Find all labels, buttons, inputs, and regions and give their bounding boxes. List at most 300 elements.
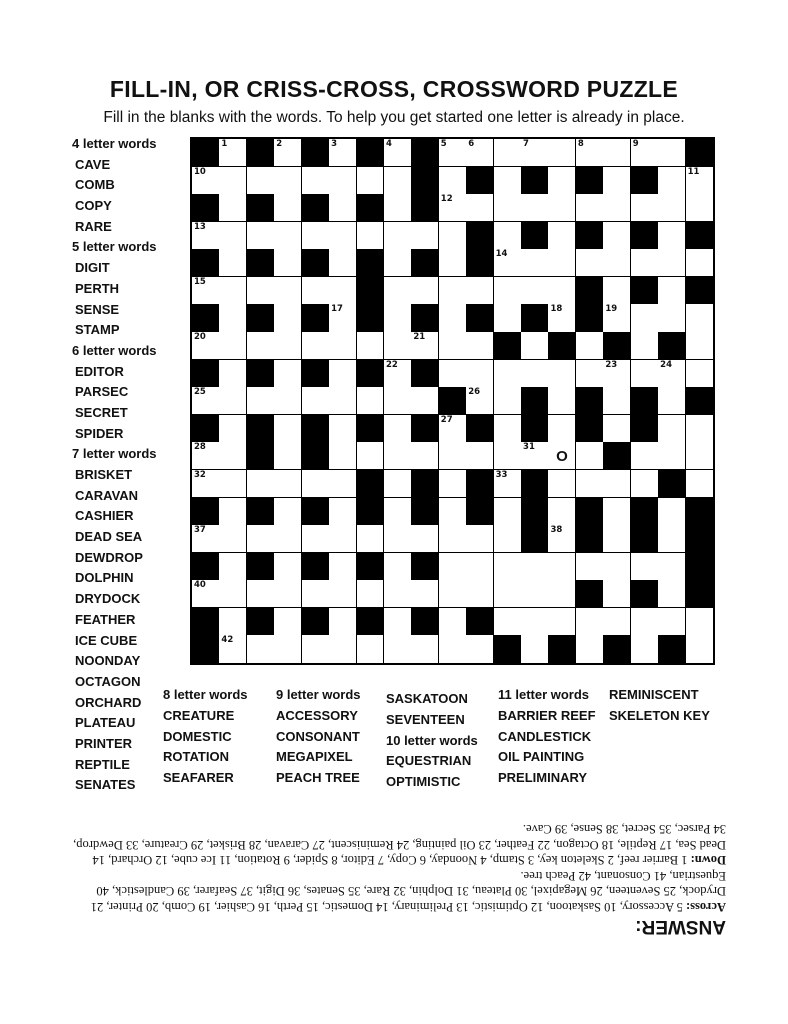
grid-cell[interactable] — [686, 470, 713, 498]
grid-cell[interactable] — [548, 194, 576, 222]
grid-cell[interactable] — [384, 498, 412, 526]
grid-cell[interactable] — [219, 194, 247, 222]
grid-cell[interactable] — [494, 387, 522, 415]
grid-cell[interactable] — [274, 635, 302, 663]
grid-cell[interactable] — [274, 167, 302, 195]
grid-cell[interactable] — [548, 498, 576, 526]
grid-cell[interactable] — [548, 442, 576, 470]
grid-cell[interactable] — [439, 415, 467, 443]
grid-cell[interactable] — [548, 139, 576, 167]
grid-cell[interactable] — [494, 470, 522, 498]
grid-cell[interactable] — [384, 442, 412, 470]
grid-cell[interactable] — [274, 139, 302, 167]
grid-cell[interactable] — [274, 415, 302, 443]
grid-cell[interactable] — [192, 580, 220, 608]
grid-cell[interactable] — [686, 194, 713, 222]
grid-cell[interactable] — [219, 222, 247, 250]
grid-cell[interactable] — [548, 525, 576, 553]
grid-cell[interactable] — [576, 470, 604, 498]
word-list-9-letter — [276, 685, 361, 789]
grid-cell[interactable] — [384, 332, 412, 360]
black-square — [576, 277, 604, 305]
grid-cell[interactable] — [521, 608, 549, 636]
grid-cell[interactable] — [247, 470, 275, 498]
grid-cell[interactable] — [274, 332, 302, 360]
grid-cell[interactable] — [658, 387, 686, 415]
grid-cell[interactable] — [603, 360, 631, 388]
grid-cell[interactable] — [548, 167, 576, 195]
grid-cell[interactable] — [219, 525, 247, 553]
grid-cell[interactable] — [658, 222, 686, 250]
grid-cell[interactable] — [384, 525, 412, 553]
grid-cell[interactable] — [494, 442, 522, 470]
clue-number: 38 — [550, 525, 563, 536]
grid-cell[interactable] — [576, 442, 604, 470]
grid-cell[interactable] — [576, 635, 604, 663]
black-square — [631, 387, 659, 415]
grid-cell[interactable] — [357, 635, 385, 663]
grid-cell[interactable] — [494, 360, 522, 388]
grid-cell[interactable] — [247, 635, 275, 663]
grid-cell[interactable] — [219, 580, 247, 608]
grid-cell[interactable] — [494, 249, 522, 277]
black-square — [247, 360, 275, 388]
black-square — [411, 249, 439, 277]
grid-cell[interactable] — [548, 553, 576, 581]
grid-cell[interactable] — [384, 635, 412, 663]
grid-cell[interactable] — [658, 167, 686, 195]
grid-cell[interactable] — [466, 442, 494, 470]
black-square — [357, 249, 385, 277]
grid-cell[interactable] — [247, 580, 275, 608]
grid-cell[interactable] — [658, 442, 686, 470]
grid-cell[interactable] — [384, 167, 412, 195]
grid-cell[interactable] — [631, 249, 659, 277]
grid-cell[interactable] — [521, 139, 549, 167]
grid-cell[interactable] — [384, 387, 412, 415]
grid-cell[interactable] — [494, 498, 522, 526]
grid-cell[interactable] — [603, 553, 631, 581]
grid-cell[interactable] — [548, 360, 576, 388]
grid-cell[interactable] — [192, 222, 220, 250]
black-square — [521, 470, 549, 498]
grid-cell[interactable] — [603, 525, 631, 553]
grid-cell[interactable] — [384, 139, 412, 167]
grid-cell[interactable] — [274, 553, 302, 581]
word-list-item: COMB — [75, 177, 115, 193]
grid-cell[interactable] — [329, 167, 357, 195]
grid-cell[interactable] — [274, 525, 302, 553]
grid-cell[interactable] — [329, 332, 357, 360]
grid-cell[interactable] — [357, 332, 385, 360]
word-list-item: SECRET — [75, 404, 128, 420]
grid-cell[interactable] — [192, 277, 220, 305]
grid-cell[interactable] — [631, 553, 659, 581]
grid-cell[interactable] — [247, 525, 275, 553]
black-square — [411, 498, 439, 526]
grid-cell[interactable] — [274, 277, 302, 305]
grid-cell[interactable] — [466, 277, 494, 305]
grid-cell[interactable] — [274, 442, 302, 470]
grid-cell[interactable] — [658, 139, 686, 167]
grid-cell[interactable] — [384, 470, 412, 498]
grid-cell[interactable] — [439, 635, 467, 663]
grid-cell[interactable] — [302, 580, 330, 608]
grid-cell[interactable] — [192, 387, 220, 415]
grid-cell[interactable] — [466, 553, 494, 581]
grid-cell[interactable] — [411, 387, 439, 415]
grid-cell[interactable] — [329, 277, 357, 305]
grid-cell[interactable] — [357, 222, 385, 250]
grid-cell[interactable] — [192, 442, 220, 470]
word-list-item: OPTIMISTIC — [386, 774, 461, 790]
grid-cell[interactable] — [494, 580, 522, 608]
word-list-item: CARAVAN — [75, 487, 139, 503]
grid-cell[interactable] — [302, 525, 330, 553]
black-square — [247, 608, 275, 636]
clue-number: 15 — [194, 276, 206, 287]
grid-cell[interactable] — [439, 277, 467, 305]
grid-cell[interactable] — [548, 470, 576, 498]
grid-cell[interactable] — [439, 525, 467, 553]
grid-cell[interactable] — [384, 222, 412, 250]
grid-cell[interactable] — [466, 387, 494, 415]
grid-cell[interactable] — [603, 498, 631, 526]
grid-cell[interactable] — [329, 194, 357, 222]
clue-number: 22 — [385, 359, 398, 370]
grid-cell[interactable] — [439, 194, 467, 222]
grid-cell[interactable] — [521, 277, 549, 305]
grid-cell[interactable] — [411, 332, 439, 360]
grid-cell[interactable] — [274, 222, 302, 250]
grid-cell[interactable] — [494, 415, 522, 443]
black-square — [357, 608, 385, 636]
grid-cell[interactable] — [384, 360, 412, 388]
grid-cell[interactable] — [439, 139, 467, 167]
grid-cell[interactable] — [439, 332, 467, 360]
grid-cell[interactable] — [439, 222, 467, 250]
grid-cell[interactable] — [466, 360, 494, 388]
grid-cell[interactable] — [219, 470, 247, 498]
grid-cell[interactable] — [411, 580, 439, 608]
instructions: Fill in the blanks with the words. To help you get started one letter is already in place. — [103, 109, 685, 126]
grid-cell[interactable] — [329, 415, 357, 443]
clue-number: 26 — [468, 387, 481, 398]
grid-cell[interactable] — [603, 304, 631, 332]
clue-number: 7 — [523, 139, 529, 149]
grid-cell[interactable] — [658, 277, 686, 305]
grid-cell[interactable] — [274, 608, 302, 636]
grid-cell[interactable] — [658, 249, 686, 277]
clue-number: 8 — [577, 139, 584, 149]
grid-cell[interactable] — [384, 249, 412, 277]
grid-cell[interactable] — [192, 470, 220, 498]
grid-cell[interactable] — [466, 194, 494, 222]
grid-cell[interactable] — [521, 194, 549, 222]
grid-cell[interactable] — [686, 167, 713, 195]
grid-cell[interactable] — [631, 470, 659, 498]
grid-cell[interactable] — [192, 525, 220, 553]
grid-cell[interactable] — [329, 222, 357, 250]
grid-cell[interactable] — [466, 332, 494, 360]
grid-cell[interactable] — [439, 608, 467, 636]
grid-cell[interactable] — [576, 249, 604, 277]
grid-cell[interactable] — [686, 635, 713, 663]
grid-cell[interactable] — [219, 635, 247, 663]
grid-cell[interactable] — [631, 442, 659, 470]
grid-cell[interactable] — [494, 222, 522, 250]
grid-cell[interactable] — [274, 470, 302, 498]
grid-cell[interactable] — [329, 360, 357, 388]
grid-cell[interactable] — [384, 553, 412, 581]
grid-cell[interactable] — [548, 222, 576, 250]
black-square — [357, 194, 385, 222]
grid-cell[interactable] — [274, 498, 302, 526]
grid-cell[interactable] — [219, 387, 247, 415]
grid-cell[interactable] — [192, 167, 220, 195]
grid-cell[interactable] — [548, 277, 576, 305]
black-square — [192, 498, 220, 526]
grid-cell[interactable] — [439, 442, 467, 470]
given-letter: O — [556, 448, 568, 466]
grid-cell[interactable] — [576, 553, 604, 581]
grid-cell[interactable] — [439, 470, 467, 498]
grid-cell[interactable] — [466, 580, 494, 608]
grid-cell[interactable] — [219, 360, 247, 388]
grid-cell[interactable] — [658, 580, 686, 608]
grid-cell[interactable] — [494, 525, 522, 553]
grid-cell[interactable] — [247, 332, 275, 360]
grid-cell[interactable] — [357, 580, 385, 608]
grid-cell[interactable] — [631, 139, 659, 167]
grid-cell[interactable] — [329, 553, 357, 581]
grid-cell[interactable] — [302, 387, 330, 415]
grid-cell[interactable] — [411, 635, 439, 663]
grid-cell[interactable] — [658, 194, 686, 222]
grid-cell[interactable] — [329, 387, 357, 415]
grid-cell[interactable] — [439, 249, 467, 277]
grid-cell[interactable] — [302, 332, 330, 360]
grid-cell[interactable] — [411, 277, 439, 305]
grid-cell[interactable] — [548, 249, 576, 277]
grid-cell[interactable] — [686, 415, 713, 443]
grid-cell[interactable] — [603, 608, 631, 636]
grid-cell[interactable] — [603, 277, 631, 305]
grid-cell[interactable] — [603, 470, 631, 498]
grid-cell[interactable] — [603, 580, 631, 608]
grid-cell[interactable] — [302, 167, 330, 195]
grid-cell[interactable] — [219, 608, 247, 636]
black-square — [521, 167, 549, 195]
grid-cell[interactable] — [466, 139, 494, 167]
grid-cell[interactable] — [219, 304, 247, 332]
grid-cell[interactable] — [329, 442, 357, 470]
word-list-item: PARSEC — [75, 384, 129, 400]
grid-cell[interactable] — [466, 525, 494, 553]
clue-number: 40 — [194, 580, 206, 591]
grid-cell[interactable] — [192, 332, 220, 360]
black-square — [192, 360, 220, 388]
black-square — [521, 415, 549, 443]
grid-cell[interactable] — [329, 249, 357, 277]
grid-cell[interactable] — [329, 608, 357, 636]
grid-cell[interactable] — [439, 553, 467, 581]
grid-cell[interactable] — [247, 222, 275, 250]
grid-cell[interactable] — [274, 194, 302, 222]
grid-cell[interactable] — [219, 498, 247, 526]
word-list-item: ORCHARD — [75, 694, 142, 710]
grid-cell[interactable] — [521, 580, 549, 608]
grid-cell[interactable] — [603, 387, 631, 415]
grid-cell[interactable] — [219, 249, 247, 277]
grid-cell[interactable] — [603, 194, 631, 222]
grid-cell[interactable] — [329, 525, 357, 553]
grid-cell[interactable] — [384, 608, 412, 636]
grid-cell[interactable] — [384, 304, 412, 332]
grid-cell[interactable] — [219, 332, 247, 360]
grid-cell[interactable] — [274, 360, 302, 388]
grid-cell[interactable] — [494, 139, 522, 167]
grid-cell[interactable] — [521, 360, 549, 388]
grid-cell[interactable] — [576, 332, 604, 360]
grid-cell[interactable] — [494, 194, 522, 222]
grid-cell[interactable] — [357, 525, 385, 553]
grid-cell[interactable] — [548, 415, 576, 443]
black-square — [576, 222, 604, 250]
grid-cell[interactable] — [411, 525, 439, 553]
grid-cell[interactable] — [658, 553, 686, 581]
grid-cell[interactable] — [302, 277, 330, 305]
grid-cell[interactable] — [548, 387, 576, 415]
grid-cell[interactable] — [576, 360, 604, 388]
black-square — [411, 608, 439, 636]
grid-cell[interactable] — [686, 332, 713, 360]
grid-cell[interactable] — [548, 580, 576, 608]
grid-cell[interactable] — [411, 442, 439, 470]
grid-cell[interactable] — [658, 525, 686, 553]
grid-cell[interactable] — [439, 580, 467, 608]
grid-cell[interactable] — [219, 442, 247, 470]
black-square — [521, 222, 549, 250]
grid-cell[interactable] — [219, 277, 247, 305]
black-square — [686, 580, 713, 608]
grid-cell[interactable] — [302, 635, 330, 663]
grid-cell[interactable] — [631, 304, 659, 332]
grid-cell[interactable] — [302, 222, 330, 250]
grid-cell[interactable] — [603, 139, 631, 167]
grid-cell[interactable] — [576, 608, 604, 636]
grid-cell[interactable] — [494, 553, 522, 581]
grid-cell[interactable] — [603, 415, 631, 443]
grid-cell[interactable] — [521, 249, 549, 277]
grid-cell[interactable] — [494, 167, 522, 195]
grid-cell[interactable] — [494, 277, 522, 305]
crossword-grid[interactable] — [190, 137, 715, 665]
grid-cell[interactable] — [603, 167, 631, 195]
black-square — [576, 167, 604, 195]
word-list-item: REMINISCENT — [609, 687, 699, 702]
grid-cell[interactable] — [411, 222, 439, 250]
grid-cell[interactable] — [357, 387, 385, 415]
grid-cell[interactable] — [603, 249, 631, 277]
grid-cell[interactable] — [384, 580, 412, 608]
clue-number: 9 — [632, 139, 639, 149]
grid-cell[interactable] — [686, 249, 713, 277]
grid-cell[interactable] — [686, 608, 713, 636]
grid-cell[interactable] — [631, 360, 659, 388]
grid-cell[interactable] — [686, 442, 713, 470]
grid-cell[interactable] — [658, 608, 686, 636]
grid-cell[interactable] — [631, 194, 659, 222]
grid-cell[interactable] — [521, 635, 549, 663]
grid-cell[interactable] — [576, 194, 604, 222]
grid-cell[interactable] — [384, 194, 412, 222]
down-text: 1 Barrier reef, 2 Skeleton key, 3 Stamp, 4 Noonday, 6 Copy, 7 Editor, 8 Spider, 9 Rotation, 11 Ice cube, 12 Orchard, 14 Dead Sea, 17 Reptile, 18 Octagon, 22 Feather, 23 Oil painting, 24 Reminiscent, 27 Caravan, 28 Brisket, 29 Creature, 33 Dewdrop, 34 Parsec, 35 Secret, 38 Sense, 39 Cave. — [73, 822, 726, 868]
grid-cell[interactable] — [686, 304, 713, 332]
grid-cell[interactable] — [247, 277, 275, 305]
grid-cell[interactable] — [247, 387, 275, 415]
grid-cell[interactable] — [329, 635, 357, 663]
grid-cell[interactable] — [494, 304, 522, 332]
grid-cell[interactable] — [658, 415, 686, 443]
grid-cell[interactable] — [329, 139, 357, 167]
grid-cell[interactable] — [603, 222, 631, 250]
grid-cell[interactable] — [357, 167, 385, 195]
word-list-item: PLATEAU — [75, 715, 136, 731]
grid-cell[interactable] — [576, 139, 604, 167]
grid-cell[interactable] — [274, 580, 302, 608]
grid-cell[interactable] — [686, 360, 713, 388]
grid-cell[interactable] — [521, 332, 549, 360]
grid-cell[interactable] — [439, 304, 467, 332]
grid-cell[interactable] — [274, 304, 302, 332]
grid-cell[interactable] — [384, 277, 412, 305]
grid-cell[interactable] — [494, 608, 522, 636]
grid-cell[interactable] — [302, 470, 330, 498]
grid-cell[interactable] — [329, 580, 357, 608]
grid-cell[interactable] — [658, 360, 686, 388]
grid-cell[interactable] — [521, 442, 549, 470]
grid-cell[interactable] — [219, 553, 247, 581]
grid-cell[interactable] — [466, 635, 494, 663]
grid-cell[interactable] — [384, 415, 412, 443]
grid-cell[interactable] — [329, 304, 357, 332]
grid-cell[interactable] — [658, 498, 686, 526]
grid-cell[interactable] — [247, 167, 275, 195]
grid-cell[interactable] — [631, 635, 659, 663]
grid-cell[interactable] — [439, 360, 467, 388]
grid-cell[interactable] — [329, 498, 357, 526]
black-square — [439, 387, 467, 415]
grid-cell[interactable] — [658, 304, 686, 332]
grid-cell[interactable] — [219, 139, 247, 167]
word-list-item: REPTILE — [75, 756, 130, 772]
black-square — [631, 580, 659, 608]
grid-cell[interactable] — [219, 415, 247, 443]
grid-cell[interactable] — [329, 470, 357, 498]
grid-cell[interactable] — [274, 387, 302, 415]
grid-cell[interactable] — [439, 498, 467, 526]
grid-cell[interactable] — [274, 249, 302, 277]
grid-cell[interactable] — [631, 608, 659, 636]
grid-cell[interactable] — [548, 304, 576, 332]
grid-cell[interactable] — [357, 442, 385, 470]
grid-cell[interactable] — [521, 553, 549, 581]
grid-cell[interactable] — [548, 608, 576, 636]
grid-cell[interactable] — [631, 332, 659, 360]
grid-cell[interactable] — [219, 167, 247, 195]
grid-cell[interactable] — [439, 167, 467, 195]
